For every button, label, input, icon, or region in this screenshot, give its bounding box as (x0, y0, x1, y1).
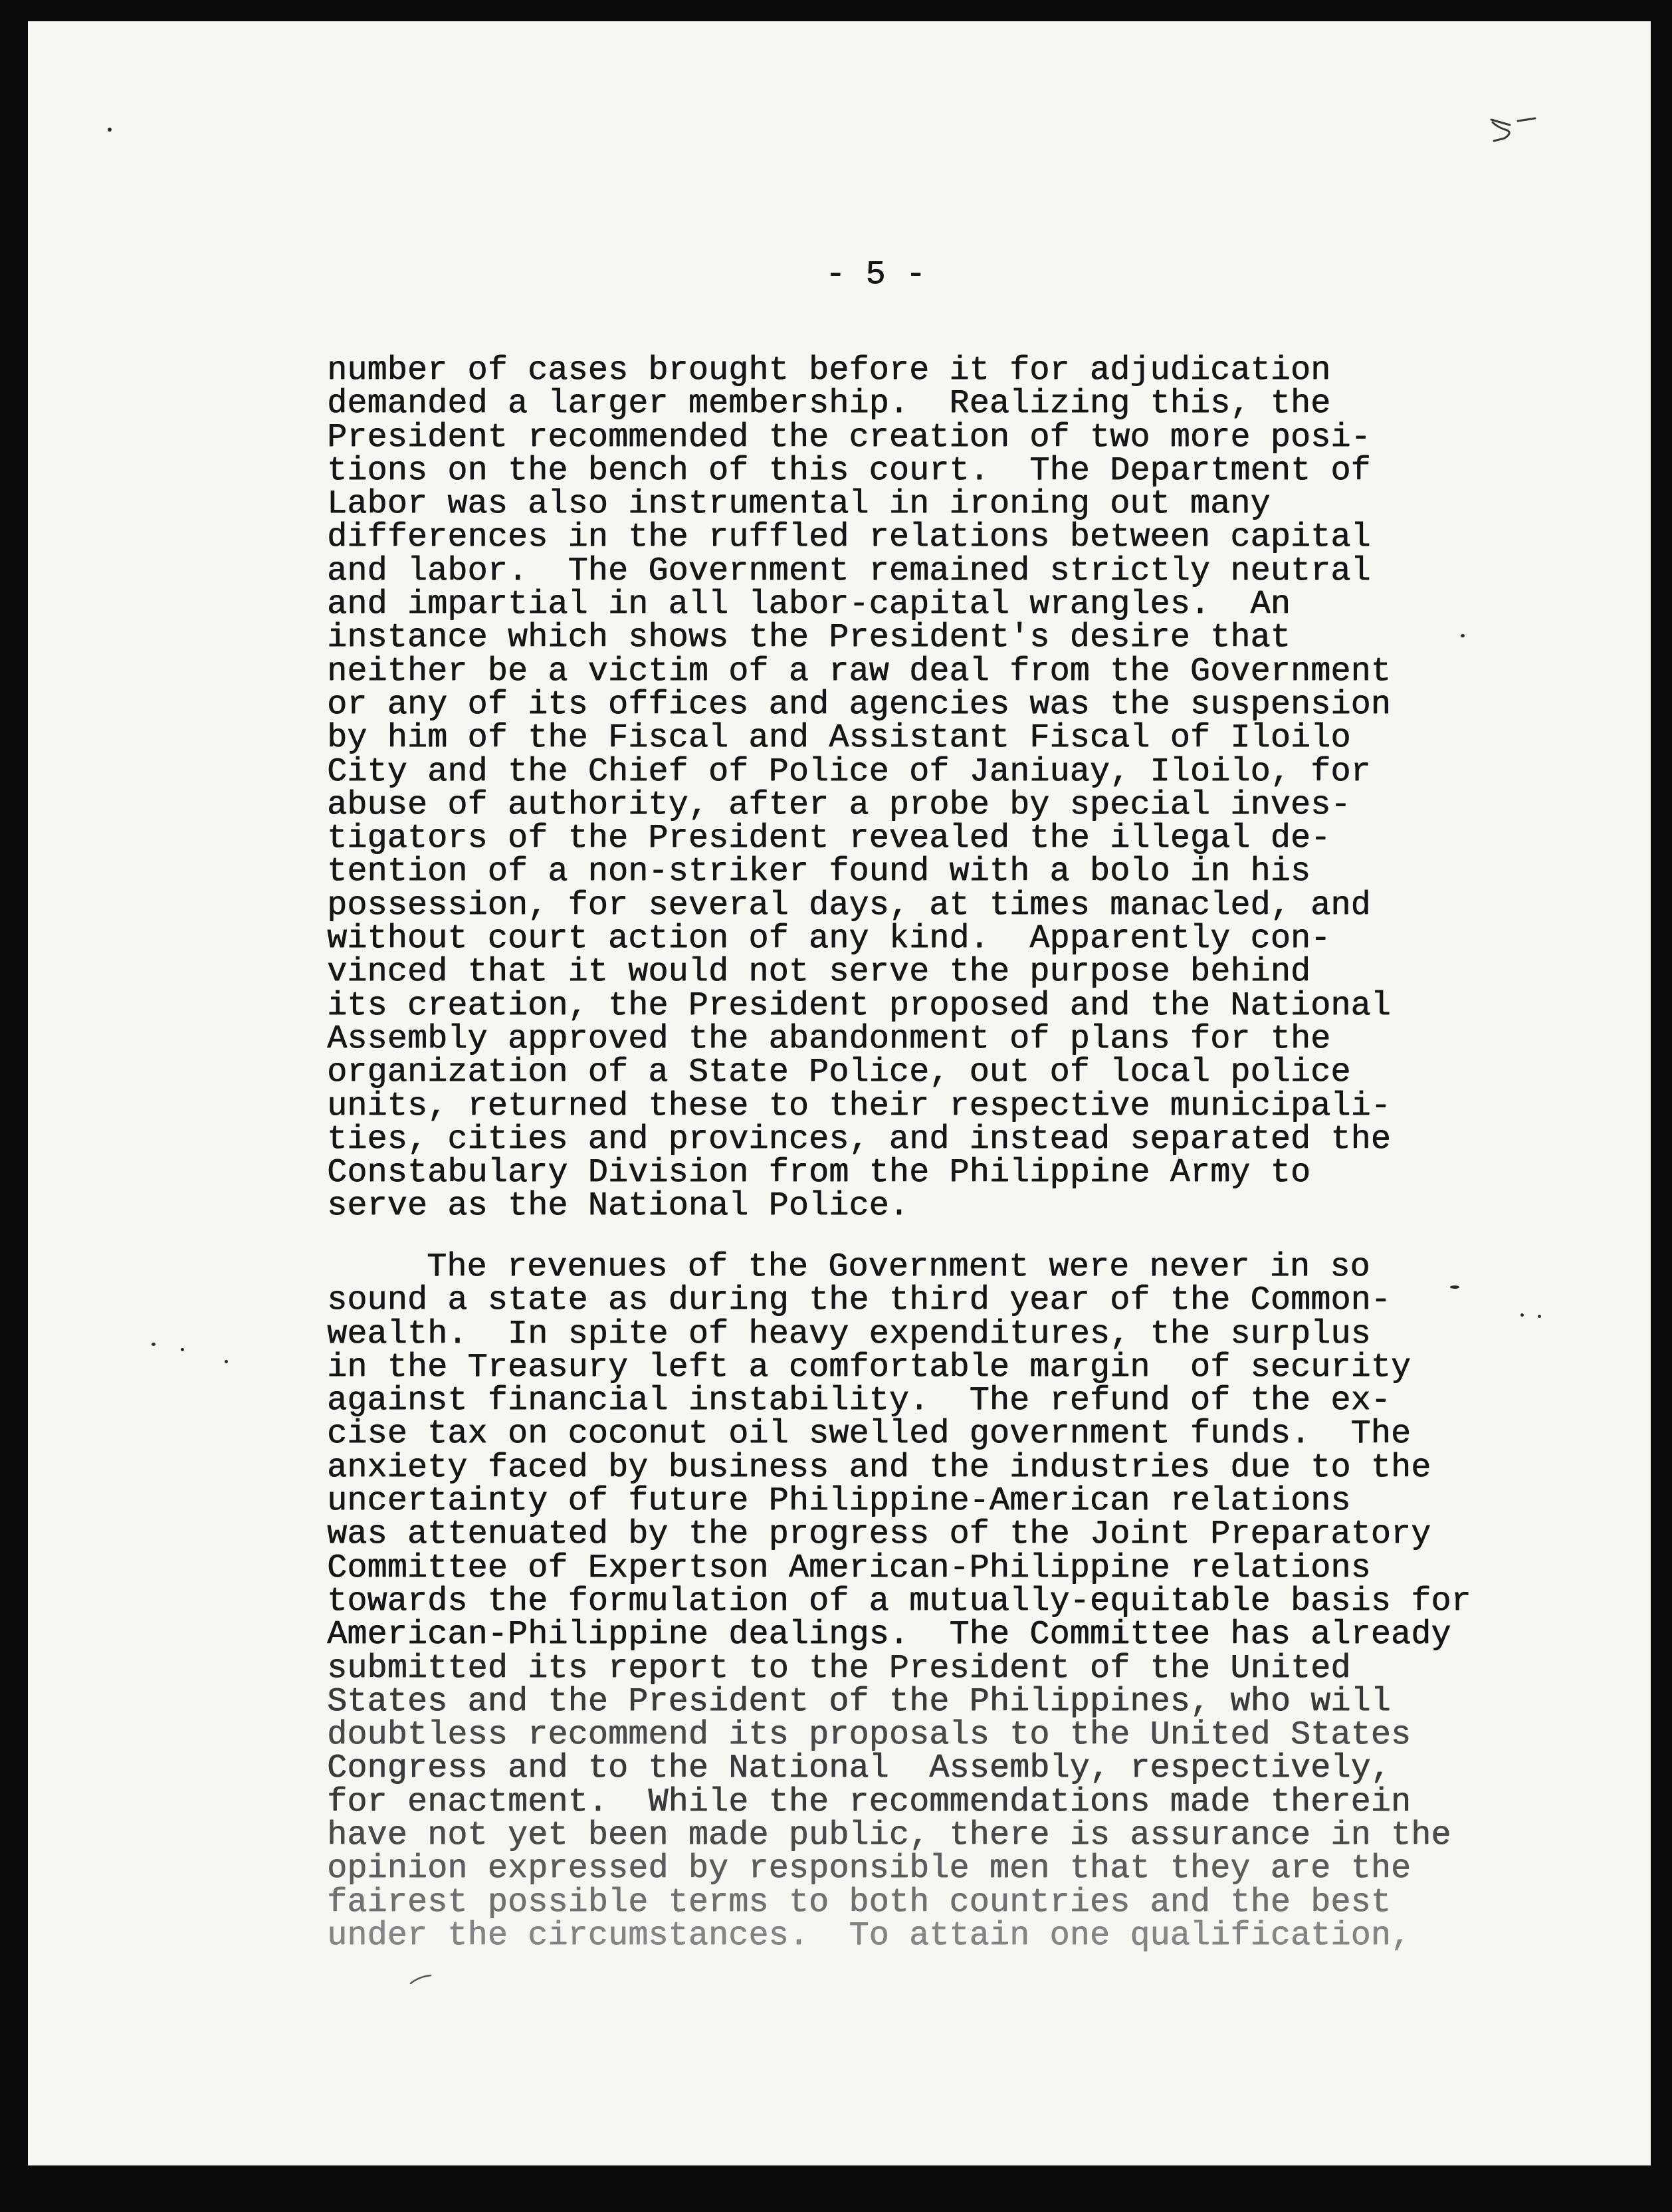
text-line: uncertainty of future Philippine-American relations (327, 1482, 1351, 1521)
text-line: tions on the bench of this court. The Department of (327, 451, 1371, 490)
ink-speck (1450, 1285, 1459, 1289)
text-line: differences in the ruffled relations between capital (327, 518, 1371, 557)
text-line: sound a state as during the third year of the Common- (327, 1281, 1391, 1320)
text-line: towards the formulation of a mutually-equitable basis for (327, 1582, 1471, 1620)
text-line: tention of a non-striker found with a bolo in his (327, 853, 1311, 891)
text-line: its creation, the President proposed and the National (327, 986, 1391, 1025)
text-line: submitted its report to the President of the United (327, 1649, 1351, 1688)
text-line: wealth. In spite of heavy expenditures, the surplus (327, 1315, 1371, 1353)
text-line: Congress and to the National Assembly, respectively, (327, 1749, 1391, 1788)
text-line: States and the President of the Philippines, who will (327, 1682, 1391, 1721)
text-line: demanded a larger membership. Realizing this, the (327, 385, 1331, 423)
ink-speck (225, 1360, 228, 1363)
stray-pen-mark (408, 1973, 435, 1986)
ink-speck (1461, 634, 1465, 637)
page-number: - 5 - (825, 256, 926, 294)
ink-speck (1538, 1315, 1541, 1318)
text-line: doubtless recommend its proposals to the United States (327, 1716, 1411, 1755)
text-line: anxiety faced by business and the industries due to the (327, 1448, 1431, 1487)
text-line: serve as the National Police. (327, 1187, 909, 1226)
ink-speck (1520, 1313, 1524, 1317)
text-line: instance which shows the President's desire that (327, 619, 1291, 657)
text-line: ties, cities and provinces, and instead separated the (327, 1120, 1391, 1159)
ink-speck (152, 1343, 156, 1346)
text-line: Committee of Expertson American-Philippine relations (327, 1549, 1371, 1587)
text-line: by him of the Fiscal and Assistant Fiscal of Iloilo (327, 719, 1351, 758)
text-line: and labor. The Government remained strictly neutral (327, 552, 1371, 590)
text-line: for enactment. While the recommendations made therein (327, 1783, 1411, 1821)
text-line: American-Philippine dealings. The Committee has already (327, 1616, 1451, 1654)
paragraph-2 (327, 1248, 1523, 1955)
text-line: abuse of authority, after a probe by special inves- (327, 786, 1351, 824)
text-line: opinion expressed by responsible men that they are the (327, 1850, 1411, 1888)
text-line: without court action of any kind. Apparently con- (327, 920, 1331, 958)
text-line: President recommended the creation of two more posi- (327, 418, 1371, 457)
text-line: cise tax on coconut oil swelled government funds. The (327, 1415, 1411, 1454)
text-line: possession, for several days, at times manacled, and (327, 886, 1371, 925)
text-line: have not yet been made public, there is assurance in the (327, 1817, 1451, 1855)
text-line: tigators of the President revealed the illegal de- (327, 820, 1331, 858)
text-line: fairest possible terms to both countries and the best (327, 1883, 1391, 1922)
text-line: City and the Chief of Police of Janiuay, Iloilo, for (327, 752, 1371, 791)
text-line: or any of its offices and agencies was the suspension (327, 685, 1391, 724)
text-line: and impartial in all labor-capital wrangles. An (327, 586, 1291, 624)
text-line: organization of a State Police, out of local police (327, 1053, 1351, 1092)
text-line: neither be a victim of a raw deal from the Government (327, 652, 1391, 691)
ink-speck (108, 128, 112, 132)
text-line: Constabulary Division from the Philippine Army to (327, 1154, 1311, 1192)
document-page (28, 21, 1651, 2165)
text-line: Labor was also instrumental in ironing out many (327, 485, 1271, 524)
text-line: number of cases brought before it for adjudication (327, 352, 1331, 389)
text-line: against financial instability. The refund of the ex- (327, 1382, 1391, 1420)
text-line: was attenuated by the progress of the Joint Preparatory (327, 1515, 1431, 1554)
text-line: in the Treasury left a comfortable margin of security (327, 1348, 1411, 1386)
text-line: The revenues of the Government were never in so (427, 1248, 1370, 1286)
paragraph-1 (327, 354, 1523, 1224)
handwritten-mark (1487, 114, 1540, 148)
text-line: vinced that it would not serve the purpose behind (327, 953, 1311, 992)
text-line: Assembly approved the abandonment of plans for the (327, 1020, 1331, 1058)
text-line: under the circumstances. To attain one qualification, (327, 1916, 1411, 1955)
text-line: units, returned these to their respective municipali- (327, 1087, 1391, 1125)
ink-speck (181, 1348, 184, 1351)
